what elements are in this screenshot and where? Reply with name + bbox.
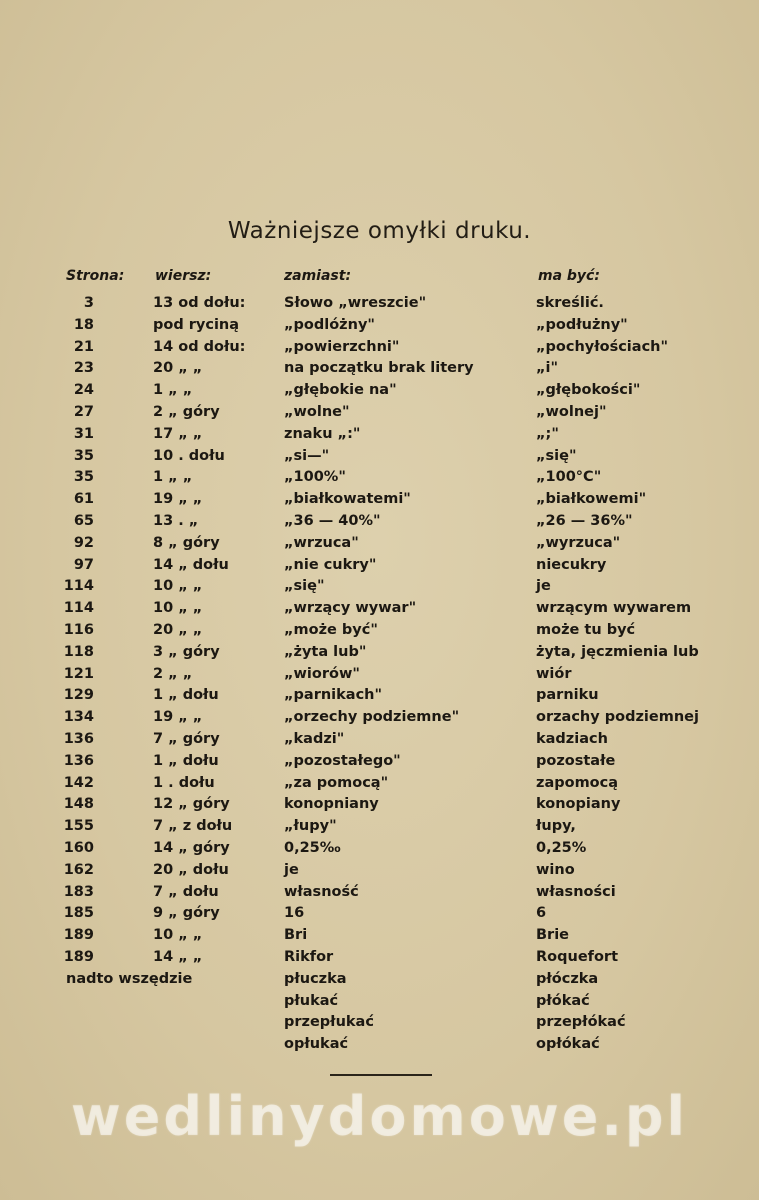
row-right: wrzącym wywarem <box>536 600 692 617</box>
row-wrong: opłukać <box>284 1036 349 1053</box>
row-wrong: konopniany <box>284 796 379 813</box>
table-row <box>0 1012 759 1034</box>
row-wrong: znaku „:" <box>284 425 361 442</box>
row-wrong: „żyta lub" <box>284 643 367 660</box>
header-page: Strona: <box>66 268 125 284</box>
row-page: 118 <box>63 643 94 660</box>
row-line: 10 . dołu <box>153 447 225 464</box>
table-row <box>0 489 759 511</box>
row-right: płóczka <box>536 970 599 987</box>
row-page: 35 <box>73 469 94 486</box>
row-page: 155 <box>63 818 94 835</box>
row-page: 23 <box>73 360 94 377</box>
row-wrong: Bri <box>284 927 308 944</box>
row-page: 61 <box>73 491 94 508</box>
table-row <box>0 642 759 664</box>
row-wrong: „za pomocą" <box>284 774 389 791</box>
table-row <box>0 576 759 598</box>
row-line: 14 od dołu: <box>153 338 246 355</box>
table-row <box>0 380 759 402</box>
page-title: Ważniejsze omyłki druku. <box>227 218 532 244</box>
header-wrong: zamiast: <box>284 268 352 284</box>
row-wrong: je <box>284 861 299 878</box>
row-wrong: „kadzi" <box>284 730 345 747</box>
row-right: „głębokości" <box>536 382 641 399</box>
row-line: 14 „ góry <box>153 839 230 856</box>
row-line: 1 „ dołu <box>153 687 219 704</box>
table-row <box>0 315 759 337</box>
table-header <box>0 268 759 290</box>
table-row <box>0 860 759 882</box>
table-row <box>0 707 759 729</box>
row-right: może tu być <box>536 621 636 638</box>
row-wrong: „100%" <box>284 469 346 486</box>
row-wrong: przepłukać <box>284 1014 374 1031</box>
row-wrong: „podlóżny" <box>284 316 375 333</box>
row-right: „wyrzuca" <box>536 534 621 551</box>
row-right: „białkowemi" <box>536 491 647 508</box>
row-wrong: płukać <box>284 992 339 1009</box>
row-right: przepłókać <box>536 1014 626 1031</box>
row-right: 6 <box>536 905 547 922</box>
row-line: 1 „ „ <box>153 382 193 399</box>
row-page: 24 <box>73 382 94 399</box>
row-right: „pochyłościach" <box>536 338 669 355</box>
row-page: 189 <box>63 927 94 944</box>
row-line: pod ryciną <box>153 316 240 333</box>
row-line: 1 „ „ <box>153 469 193 486</box>
row-page: 3 <box>83 295 94 311</box>
row-line: 7 „ z dołu <box>153 818 233 835</box>
table-row <box>0 925 759 947</box>
row-line: 2 „ „ <box>153 665 193 682</box>
row-wrong: „parnikach" <box>284 687 383 704</box>
divider-line <box>330 1074 432 1076</box>
table-row <box>0 751 759 773</box>
row-right: konopiany <box>536 796 621 813</box>
table-row <box>0 903 759 925</box>
row-page: 183 <box>63 883 94 900</box>
row-wrong: Rikfor <box>284 948 334 965</box>
table-row <box>0 533 759 555</box>
row-wrong: „si—" <box>284 447 330 464</box>
table-row <box>0 511 759 533</box>
row-right: orzachy podziemnej <box>536 709 699 726</box>
row-page: 185 <box>63 905 94 922</box>
header-line: wiersz: <box>155 268 212 284</box>
row-wrong: płuczka <box>284 970 347 987</box>
table-row <box>0 773 759 795</box>
row-right: Roquefort <box>536 948 619 965</box>
row-right: kadziach <box>536 730 608 747</box>
row-page: 134 <box>63 709 94 726</box>
row-line: 14 „ „ <box>153 948 203 965</box>
row-line: 17 „ „ <box>153 425 203 442</box>
row-page: 35 <box>73 447 94 464</box>
row-wrong: „wrzuca" <box>284 534 359 551</box>
table-row <box>0 598 759 620</box>
row-line: 10 „ „ <box>153 927 203 944</box>
row-right: „się" <box>536 447 577 464</box>
row-wrong: 0,25‰ <box>284 839 341 856</box>
row-line: 20 „ dołu <box>153 861 229 878</box>
row-line: 13 . „ <box>153 512 199 529</box>
row-right: parniku <box>536 687 599 704</box>
row-right: wino <box>536 861 575 878</box>
table-row <box>0 685 759 707</box>
row-line: 10 „ „ <box>153 578 203 595</box>
row-wrong: „może być" <box>284 621 378 638</box>
row-line: 7 „ dołu <box>153 883 219 900</box>
row-right: własności <box>536 883 616 900</box>
row-right: „100°C" <box>536 469 602 486</box>
row-page: 92 <box>73 534 94 551</box>
table-row <box>0 402 759 424</box>
row-right: żyta, jęczmienia lub <box>536 643 699 660</box>
row-page: 136 <box>63 752 94 769</box>
row-right: wiór <box>536 665 572 682</box>
row-page: 116 <box>63 621 94 638</box>
table-row <box>0 446 759 468</box>
row-wrong: „nie cukry" <box>284 556 377 573</box>
table-row <box>0 358 759 380</box>
row-right: płókać <box>536 992 590 1009</box>
row-wrong: „36 — 40%" <box>284 512 381 529</box>
row-line: 14 „ dołu <box>153 556 229 573</box>
row-line: 1 . dołu <box>153 774 215 791</box>
table-row <box>0 882 759 904</box>
table-row <box>0 664 759 686</box>
row-wrong: „pozostałego" <box>284 752 401 769</box>
table-row <box>0 337 759 359</box>
row-page: 114 <box>63 600 94 617</box>
table-row <box>0 969 759 991</box>
row-line: 7 „ góry <box>153 730 220 747</box>
table-row <box>0 620 759 642</box>
watermark: wedlinydomowe.pl <box>70 1085 689 1148</box>
row-page: 31 <box>73 425 94 442</box>
table-row <box>0 816 759 838</box>
row-page: 129 <box>63 687 94 704</box>
row-line: 2 „ góry <box>153 403 220 420</box>
row-wrong: „wrzący wywar" <box>284 600 417 617</box>
row-wrong: 16 <box>284 905 305 922</box>
row-right: Brie <box>536 927 570 944</box>
row-line: 20 „ „ <box>153 360 203 377</box>
row-wrong: „białkowatemi" <box>284 491 411 508</box>
row-right: „i" <box>536 360 559 377</box>
table-row <box>0 467 759 489</box>
row-right: pozostałe <box>536 752 616 769</box>
row-page: 142 <box>63 774 94 791</box>
row-line: 9 „ góry <box>153 905 220 922</box>
row-line: 13 od dołu: <box>153 295 246 311</box>
row-wrong: „powierzchni" <box>284 338 400 355</box>
row-page: 65 <box>73 512 94 529</box>
row-right: „podłużny" <box>536 316 628 333</box>
row-right: niecukry <box>536 556 607 573</box>
row-line: 12 „ góry <box>153 796 230 813</box>
row-line: 20 „ „ <box>153 621 203 638</box>
row-page: 136 <box>63 730 94 747</box>
row-page: 18 <box>73 316 94 333</box>
row-right: łupy, <box>536 818 576 835</box>
table-row <box>0 991 759 1013</box>
table-row <box>0 794 759 816</box>
row-page: nadto wszędzie <box>66 970 193 987</box>
row-line: 10 „ „ <box>153 600 203 617</box>
table-row <box>0 838 759 860</box>
row-line: 19 „ „ <box>153 491 203 508</box>
row-page: 160 <box>63 839 94 856</box>
row-wrong: „łupy" <box>284 818 337 835</box>
row-right: „;" <box>536 425 559 442</box>
row-line: 1 „ dołu <box>153 752 219 769</box>
row-wrong: „orzechy podziemne" <box>284 709 460 726</box>
row-line: 8 „ góry <box>153 534 220 551</box>
errata-table <box>0 293 759 1056</box>
row-page: 27 <box>73 403 94 420</box>
row-right: zapomocą <box>536 774 619 791</box>
row-wrong: „głębokie na" <box>284 382 397 399</box>
row-page: 148 <box>63 796 94 813</box>
row-page: 162 <box>63 861 94 878</box>
row-wrong: „wolne" <box>284 403 350 420</box>
table-row <box>0 424 759 446</box>
row-wrong: „się" <box>284 578 325 595</box>
row-right: skreślić. <box>536 295 604 311</box>
row-right: je <box>536 578 551 595</box>
row-page: 189 <box>63 948 94 965</box>
table-row <box>0 555 759 577</box>
table-row <box>0 293 759 315</box>
row-wrong: Słowo „wreszcie" <box>284 295 427 311</box>
table-row <box>0 947 759 969</box>
header-right: ma być: <box>538 268 600 284</box>
row-wrong: własność <box>284 883 359 900</box>
table-row <box>0 1034 759 1056</box>
row-page: 121 <box>63 665 94 682</box>
row-page: 114 <box>63 578 94 595</box>
row-right: 0,25% <box>536 839 587 856</box>
row-wrong: na początku brak litery <box>284 360 474 377</box>
row-right: „wolnej" <box>536 403 607 420</box>
row-line: 3 „ góry <box>153 643 220 660</box>
row-page: 21 <box>73 338 94 355</box>
row-page: 97 <box>73 556 94 573</box>
row-wrong: „wiorów" <box>284 665 360 682</box>
row-right: opłókać <box>536 1036 600 1053</box>
table-row <box>0 729 759 751</box>
row-right: „26 — 36%" <box>536 512 633 529</box>
row-line: 19 „ „ <box>153 709 203 726</box>
